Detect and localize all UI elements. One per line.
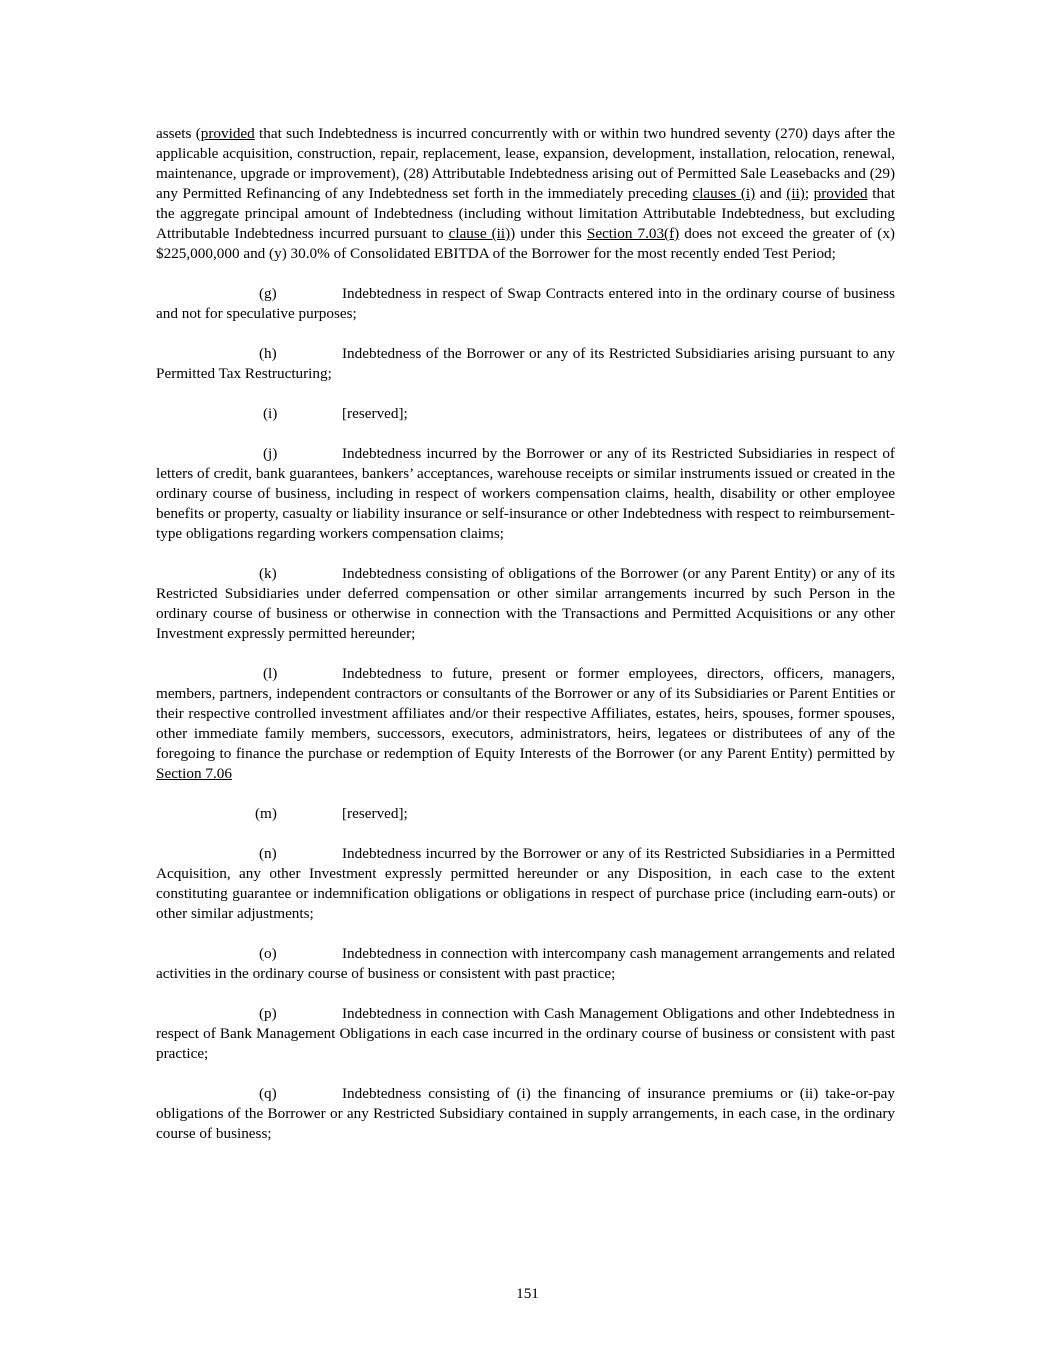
clause-label: (g) bbox=[259, 285, 277, 302]
section-reference: Section 7.03(f) bbox=[586, 225, 680, 242]
page-body bbox=[156, 124, 895, 1164]
clause-label: (n) bbox=[259, 845, 277, 862]
text-run: that such Indebtedness is incurred concurrently with or within two hundred seventy (270) days after the applicable acquisition, construction, repair, replacement, lease, expansion, development, installation, relocation, renewal, maintenance, upgrade or improvement), (28) Attributable Indebtedness arising out of Permitted Sale Leasebacks and (29) any Permitted Refinancing of any Indebtedness set forth in the immediately preceding bbox=[156, 125, 895, 202]
clause-p bbox=[156, 1004, 895, 1064]
clause-text: Indebtedness incurred by the Borrower or any of its Restricted Subsidiaries in a Permitted Acquisition, any other Investment expressly permitted hereunder or any Disposition, in each case to the extent constituting guarantee or indemnification obligations or obligations in respect of purchase price (including earn-outs) or other similar adjustments; bbox=[156, 845, 895, 922]
clause-k bbox=[156, 564, 895, 644]
clause-n bbox=[156, 844, 895, 924]
clause-reference: (ii) bbox=[786, 185, 805, 202]
clause-label: (q) bbox=[259, 1085, 277, 1102]
clause-text: Indebtedness in respect of Swap Contracts entered into in the ordinary course of business and not for speculative purposes; bbox=[156, 285, 895, 322]
text-run: and bbox=[755, 185, 787, 202]
clause-l bbox=[156, 664, 895, 784]
clause-text: Indebtedness incurred by the Borrower or any of its Restricted Subsidiaries in respect of letters of credit, bank guarantees, bankers’ acceptances, warehouse receipts or similar instruments issued or created in the ordinary course of business, including in respect of workers compensation claims, health, disability or other employee benefits or property, casualty or liability insurance or self-insurance or other Indebtedness with respect to reimbursement-type obligations regarding workers compensation claims; bbox=[156, 445, 895, 542]
text-run: ; bbox=[804, 185, 814, 202]
clause-reference: clause (ii) bbox=[448, 225, 511, 242]
clause-j bbox=[156, 444, 895, 544]
clause-label: (p) bbox=[259, 1005, 277, 1022]
clause-h bbox=[156, 344, 895, 384]
clause-text: [reserved]; bbox=[342, 805, 408, 822]
text-run: does not exceed the greater of (x) $225,000,000 and (y) 30.0% of Consolidated EBITDA of the Borrower for the most recently ended Test Period; bbox=[156, 225, 895, 262]
page-number: 151 bbox=[516, 1285, 539, 1302]
clause-m bbox=[156, 804, 895, 824]
clause-label: (m) bbox=[255, 805, 277, 822]
clause-o bbox=[156, 944, 895, 984]
clause-text: Indebtedness consisting of obligations of the Borrower (or any Parent Entity) or any of its Restricted Subsidiaries under deferred compensation or other similar arrangements incurred by such Person in the ordinary course of business or otherwise in connection with the Transactions and Permitted Acquisitions or any other Investment expressly permitted hereunder; bbox=[156, 565, 895, 642]
clause-label: (l) bbox=[263, 665, 278, 682]
text-run: ) under this bbox=[510, 225, 587, 242]
underlined-term: provided bbox=[200, 125, 255, 142]
underlined-term: provided bbox=[813, 185, 868, 202]
text-run: assets ( bbox=[156, 125, 201, 142]
clause-label: (i) bbox=[263, 405, 278, 422]
clause-label: (j) bbox=[263, 445, 278, 462]
clause-text: Indebtedness to future, present or former employees, directors, officers, managers, members, partners, independent contractors or consultants of the Borrower or any of its Subsidiaries or Parent Entities or their respective controlled investment affiliates and/or their respective Affiliates, estates, heirs, spouses, former spouses, other immediate family members, successors, executors, administrators, heirs, legatees or distributees of any of the foregoing to finance the purchase or redemption of Equity Interests of the Borrower (or any Parent Entity) permitted by bbox=[156, 665, 895, 762]
clause-reference: clauses (i) bbox=[692, 185, 756, 202]
clause-g bbox=[156, 284, 895, 324]
clause-label: (k) bbox=[259, 565, 277, 582]
continuation-paragraph bbox=[156, 124, 895, 264]
clause-label: (h) bbox=[259, 345, 277, 362]
clause-text: Indebtedness consisting of (i) the financing of insurance premiums or (ii) take-or-pay obligations of the Borrower or any Restricted Subsidiary contained in supply arrangements, in each case, in the ordinary course of business; bbox=[156, 1085, 895, 1142]
text-run: that the aggregate principal amount of Indebtedness (including without limitation Attributable Indebtedness, but excluding Attributable Indebtedness incurred pursuant to bbox=[156, 185, 895, 242]
clause-text: Indebtedness of the Borrower or any of its Restricted Subsidiaries arising pursuant to any Permitted Tax Restructuring; bbox=[156, 345, 895, 382]
section-reference: Section 7.06 bbox=[156, 765, 232, 782]
clause-text: Indebtedness in connection with intercompany cash management arrangements and related activities in the ordinary course of business or consistent with past practice; bbox=[156, 945, 895, 982]
clause-text: [reserved]; bbox=[342, 405, 408, 422]
clause-text: Indebtedness in connection with Cash Management Obligations and other Indebtedness in respect of Bank Management Obligations in each case incurred in the ordinary course of business or consistent with past practice; bbox=[156, 1005, 895, 1062]
clause-q bbox=[156, 1084, 895, 1144]
clause-label: (o) bbox=[259, 945, 277, 962]
clause-i bbox=[156, 404, 895, 424]
